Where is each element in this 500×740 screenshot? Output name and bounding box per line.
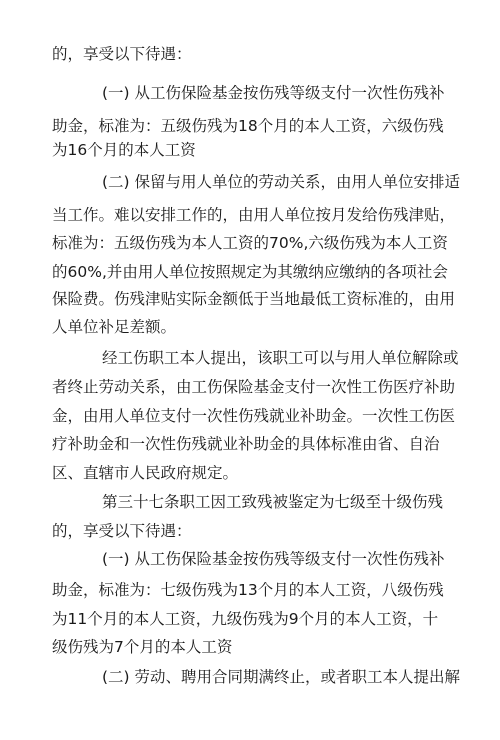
text-line: 为16个月的本人工资 xyxy=(52,141,196,159)
text-line: 当工作。难以安排工作的，由用人单位按月发给伤残津贴， xyxy=(52,206,456,224)
text-line: 金，由用人单位支付一次性伤残就业补助金。一次性工伤医 xyxy=(52,407,456,425)
text-line: 的，享受以下待遇： xyxy=(52,522,192,540)
text-line: 经工伤职工本人提出，该职工可以与用人单位解除或 xyxy=(102,349,459,367)
text-line: 疗补助金和一次性伤残就业补助金的具体标准由省、自治 xyxy=(52,435,440,453)
text-line: (一) 从工伤保险基金按伤残等级支付一次性伤残补 xyxy=(102,550,445,568)
text-line: 人单位补足差额。 xyxy=(52,318,177,336)
text-line: 保险费。伤残津贴实际金额低于当地最低工资标准的，由用 xyxy=(52,290,456,308)
text-line: 助金，标准为：七级伤残为13个月的本人工资，八级伤残 xyxy=(52,581,444,599)
text-line: (二) 保留与用人单位的劳动关系，由用人单位安排适 xyxy=(102,173,461,191)
text-line: 助金，标准为：五级伤残为18个月的本人工资，六级伤残 xyxy=(52,117,444,135)
text-line: 级伤残为7个月的本人工资 xyxy=(52,638,233,656)
text-line: 的60%,并由用人单位按照规定为其缴纳应缴纳的各项社会 xyxy=(52,263,448,281)
text-line: (一) 从工伤保险基金按伤残等级支付一次性伤残补 xyxy=(102,84,445,102)
text-line: 标准为：五级伤残为本人工资的70%,六级伤残为本人工资 xyxy=(52,234,448,252)
text-line: 者终止劳动关系，由工伤保险基金支付一次性工伤医疗补助 xyxy=(52,378,456,396)
text-line: (二) 劳动、聘用合同期满终止，或者职工本人提出解 xyxy=(102,668,461,686)
text-line: 区、直辖市人民政府规定。 xyxy=(52,464,239,482)
text-line: 为11个月的本人工资，九级伤残为9个月的本人工资，十 xyxy=(52,610,439,628)
text-line: 第三十七条职工因工致残被鉴定为七级至十级伤残 xyxy=(102,493,444,511)
text-line: 的，享受以下待遇： xyxy=(52,45,192,63)
